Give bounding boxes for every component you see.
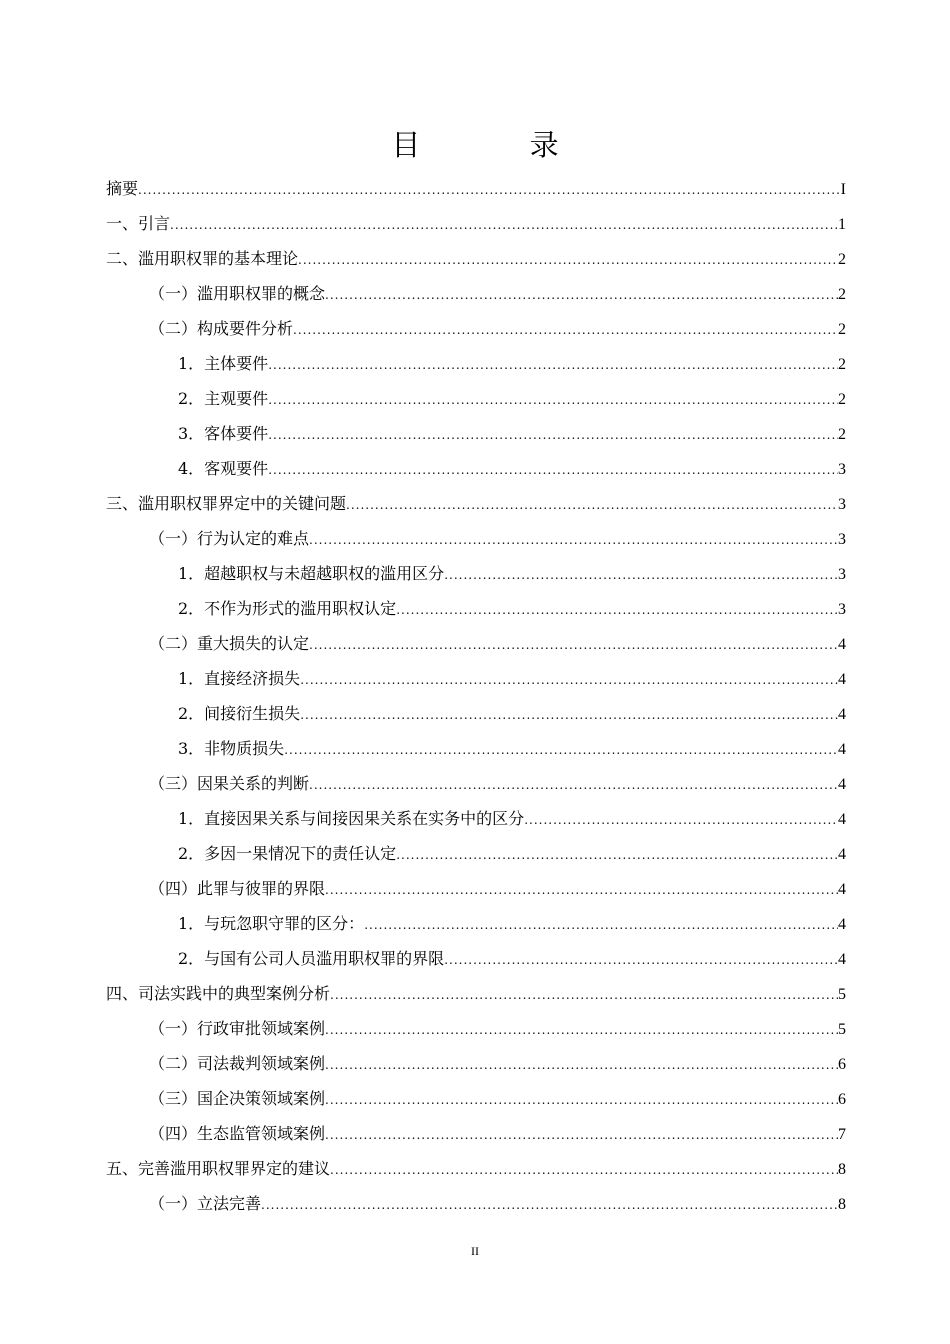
toc-entry[interactable] — [106, 696, 846, 731]
toc-entry-page: 6 — [838, 1056, 846, 1073]
toc-entry-page: 8 — [838, 1161, 846, 1178]
toc-entry-page: 2 — [838, 391, 846, 408]
toc-entry-page: 4 — [838, 741, 846, 758]
toc-entry[interactable] — [106, 976, 846, 1011]
toc-leader-dots — [325, 873, 838, 908]
toc-entry-page: 2 — [838, 321, 846, 338]
toc-entry-page: 5 — [838, 1021, 846, 1038]
toc-leader-dots — [325, 1118, 838, 1153]
toc-entry[interactable] — [106, 346, 846, 381]
toc-entry-label: （一）行政审批领域案例 — [149, 1019, 326, 1038]
toc-entry[interactable] — [106, 801, 846, 836]
toc-entry-label: 2．不作为形式的滥用职权认定 — [178, 599, 397, 618]
toc-entry[interactable] — [106, 1186, 846, 1221]
toc-entry[interactable] — [106, 381, 846, 416]
toc-entry-page: 4 — [838, 636, 846, 653]
toc-leader-dots — [396, 838, 838, 873]
toc-leader-dots — [268, 383, 838, 418]
toc-entry-page: 3 — [838, 566, 846, 583]
toc-leader-dots — [444, 558, 838, 593]
toc-entry-label: 2．与国有公司人员滥用职权罪的界限 — [178, 949, 445, 968]
toc-entry-page: 1 — [838, 216, 846, 233]
toc-entry-page: 3 — [838, 601, 846, 618]
toc-leader-dots — [309, 523, 838, 558]
toc-entry[interactable] — [106, 591, 846, 626]
toc-entry[interactable] — [106, 311, 846, 346]
toc-entry-label: 2．间接衍生损失 — [178, 704, 301, 723]
toc-entry[interactable] — [106, 906, 846, 941]
toc-entry-page: 4 — [838, 881, 846, 898]
toc-entry-label: 2．多因一果情况下的责任认定 — [178, 844, 397, 863]
toc-leader-dots — [268, 418, 838, 453]
toc-leader-dots — [330, 1153, 838, 1188]
toc-leader-dots — [298, 243, 838, 278]
toc-entry[interactable] — [106, 521, 846, 556]
toc-leader-dots — [138, 173, 841, 208]
toc-leader-dots — [309, 628, 838, 663]
toc-entry-page: 2 — [838, 286, 846, 303]
toc-leader-dots — [293, 313, 838, 348]
toc-entry[interactable] — [106, 731, 846, 766]
toc-entry-label: （三）国企决策领域案例 — [149, 1089, 326, 1108]
toc-entry-page: 2 — [838, 251, 846, 268]
page-number: II — [471, 1244, 479, 1258]
toc-leader-dots — [268, 348, 838, 383]
page-title: 目 录 — [391, 128, 609, 162]
toc-entry[interactable] — [106, 1046, 846, 1081]
toc-entry[interactable] — [106, 171, 846, 206]
toc-entry[interactable] — [106, 416, 846, 451]
toc-entry-label: 4．客观要件 — [178, 459, 269, 478]
toc-entry-page: 4 — [838, 951, 846, 968]
toc-entry-label: 1．与玩忽职守罪的区分： — [178, 914, 365, 933]
toc-entry[interactable] — [106, 871, 846, 906]
toc-entry-page: 4 — [838, 916, 846, 933]
toc-entry[interactable] — [106, 766, 846, 801]
toc-entry-page: 3 — [838, 461, 846, 478]
toc-entry[interactable] — [106, 626, 846, 661]
toc-entry-page: 8 — [838, 1196, 846, 1213]
toc-entry[interactable] — [106, 1081, 846, 1116]
toc-entry[interactable] — [106, 486, 846, 521]
toc-entry[interactable] — [106, 661, 846, 696]
toc-entry-label: （二）司法裁判领域案例 — [149, 1054, 326, 1073]
toc-leader-dots — [325, 278, 838, 313]
toc-entry-page: 6 — [838, 1091, 846, 1108]
toc-entry-label: （三）因果关系的判断 — [149, 774, 310, 793]
toc-entry-label: 1．直接因果关系与间接因果关系在实务中的区分 — [178, 809, 525, 828]
toc-entry-label: 五、完善滥用职权罪界定的建议 — [106, 1159, 331, 1178]
toc-leader-dots — [170, 208, 838, 243]
toc-leader-dots — [524, 803, 838, 838]
toc-leader-dots — [330, 978, 838, 1013]
toc-entry[interactable] — [106, 206, 846, 241]
toc-entry-label: （二）构成要件分析 — [149, 319, 294, 338]
toc-entry-page: 4 — [838, 776, 846, 793]
toc-entry-page: 7 — [838, 1126, 846, 1143]
toc-entry-label: （一）立法完善 — [149, 1194, 262, 1213]
toc-entry-page: 4 — [838, 846, 846, 863]
toc-entry[interactable] — [106, 1116, 846, 1151]
toc-leader-dots — [284, 733, 838, 768]
toc-leader-dots — [268, 453, 838, 488]
toc-entry-page: 2 — [838, 426, 846, 443]
toc-leader-dots — [325, 1013, 838, 1048]
toc-entry-label: 1．主体要件 — [178, 354, 269, 373]
toc-leader-dots — [300, 663, 838, 698]
toc-entry[interactable] — [106, 1011, 846, 1046]
toc-entry[interactable] — [106, 241, 846, 276]
toc-entry-label: 一、引言 — [106, 214, 171, 233]
toc-entry[interactable] — [106, 836, 846, 871]
toc-entry-label: 1．超越职权与未超越职权的滥用区分 — [178, 564, 445, 583]
toc-entry[interactable] — [106, 451, 846, 486]
toc-leader-dots — [444, 943, 838, 978]
toc-entry-label: （二）重大损失的认定 — [149, 634, 310, 653]
toc-entry[interactable] — [106, 556, 846, 591]
toc-entry-page: I — [840, 181, 846, 198]
toc-entry-label: 3．客体要件 — [178, 424, 269, 443]
toc-leader-dots — [300, 698, 838, 733]
toc-entry-page: 4 — [838, 671, 846, 688]
toc-entry-label: 三、滥用职权罪界定中的关键问题 — [106, 494, 347, 513]
toc-entry-label: 2．主观要件 — [178, 389, 269, 408]
toc-entry-label: （四）生态监管领域案例 — [149, 1124, 326, 1143]
toc-entry-page: 4 — [838, 706, 846, 723]
toc-entry-label: （四）此罪与彼罪的界限 — [149, 879, 326, 898]
toc-entry-label: 二、滥用职权罪的基本理论 — [106, 249, 299, 268]
toc-entry-page: 3 — [838, 496, 846, 513]
toc-entry[interactable] — [106, 276, 846, 311]
toc-entry-label: 四、司法实践中的典型案例分析 — [106, 984, 331, 1003]
toc-leader-dots — [364, 908, 838, 943]
toc-entry-label: 摘要 — [106, 179, 139, 198]
toc-entry-label: 3．非物质损失 — [178, 739, 285, 758]
toc-entry-page: 5 — [838, 986, 846, 1003]
toc-leader-dots — [325, 1083, 838, 1118]
toc-entry-page: 3 — [838, 531, 846, 548]
toc-entry[interactable] — [106, 1151, 846, 1186]
toc-entry-page: 2 — [838, 356, 846, 373]
toc-leader-dots — [346, 488, 838, 523]
toc-entry-label: （一）行为认定的难点 — [149, 529, 310, 548]
toc-leader-dots — [396, 593, 838, 628]
toc-leader-dots — [261, 1188, 838, 1223]
table-of-contents — [106, 171, 846, 1221]
toc-entry[interactable] — [106, 941, 846, 976]
toc-entry-label: 1．直接经济损失 — [178, 669, 301, 688]
toc-leader-dots — [309, 768, 838, 803]
toc-leader-dots — [325, 1048, 838, 1083]
toc-entry-page: 4 — [838, 811, 846, 828]
toc-entry-label: （一）滥用职权罪的概念 — [149, 284, 326, 303]
